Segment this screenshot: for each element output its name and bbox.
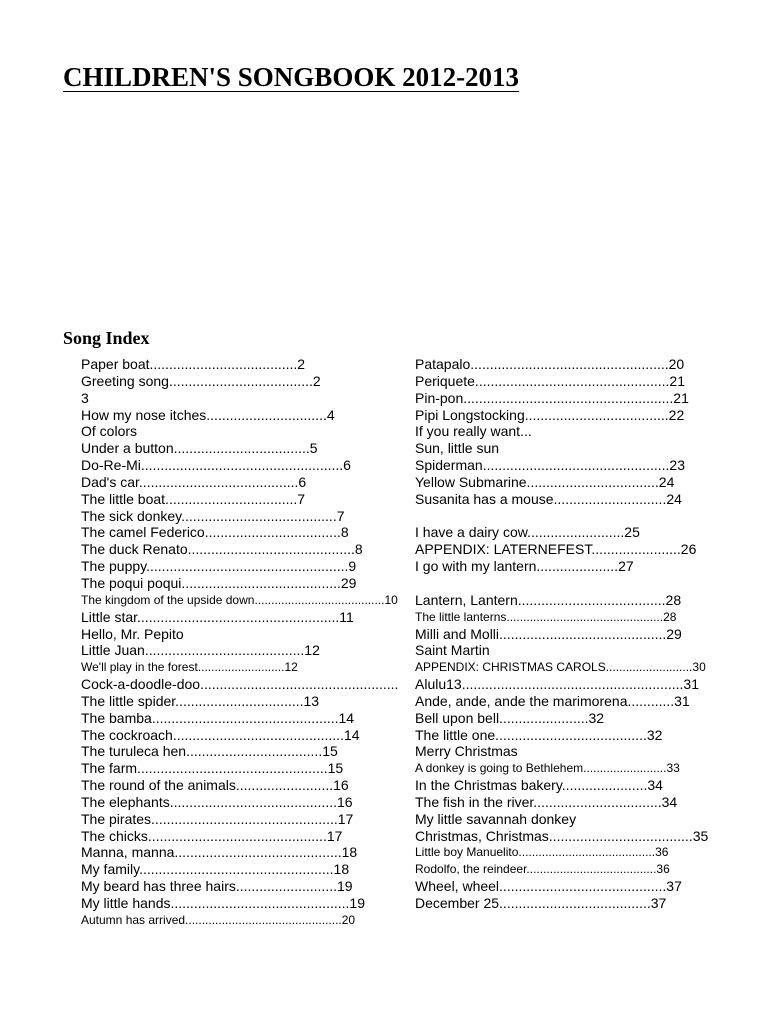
index-entry: My family..................................................18 xyxy=(81,861,350,878)
index-entry: Alulu13.........................................................31 xyxy=(415,676,699,693)
index-entry: APPENDIX: CHRISTMAS CAROLS..........................30 xyxy=(415,660,706,675)
index-entry: Pipi Longstocking.....................................22 xyxy=(415,406,685,423)
index-entry: Sun, little sun xyxy=(415,440,500,457)
index-entry: Under a button...................................5 xyxy=(81,440,318,457)
index-right-column xyxy=(415,356,735,912)
index-entry: I go with my lantern.....................27 xyxy=(415,558,634,575)
index-entry: My beard has three hairs..........................19 xyxy=(81,878,353,895)
index-entry: Susanita has a mouse.............................24 xyxy=(415,490,682,507)
index-entry: The little lanterns...............................................28 xyxy=(415,609,677,624)
index-entry: Autumn has arrived...............................................20 xyxy=(81,912,356,927)
index-entry: The chicks..............................................17 xyxy=(81,827,343,844)
index-entry: Lantern, Lantern......................................28 xyxy=(415,591,682,608)
index-entry: The turuleca hen...................................15 xyxy=(81,743,338,760)
index-entry: Saint Martin xyxy=(415,642,490,659)
index-left-column xyxy=(81,356,411,929)
index-entry: The puppy....................................................9 xyxy=(81,558,357,575)
index-entry: Periquete..................................................21 xyxy=(415,372,685,389)
index-entry: Wheel, wheel...........................................37 xyxy=(415,878,682,895)
index-entry: The bamba................................................14 xyxy=(81,709,355,726)
index-entry: The sick donkey........................................7 xyxy=(81,507,345,524)
index-entry: Christmas, Christmas.....................................35 xyxy=(415,827,709,844)
index-entry: Greeting song.....................................2 xyxy=(81,372,321,389)
index-entry: The camel Federico...................................8 xyxy=(81,524,349,541)
index-entry: Hello, Mr. Pepito xyxy=(81,625,184,642)
index-entry: My little savannah donkey xyxy=(415,810,577,827)
index-entry: Merry Christmas xyxy=(415,743,518,760)
index-entry: The farm.................................................15 xyxy=(81,760,344,777)
index-entry: How my nose itches...............................4 xyxy=(81,406,335,423)
index-entry: 3 xyxy=(81,389,89,406)
index-entry: The duck Renato...........................................8 xyxy=(81,541,363,558)
index-entry: The fish in the river.................................34 xyxy=(415,793,678,810)
index-entry: The elephants...........................................16 xyxy=(81,793,353,810)
index-entry: The kingdom of the upside down.......................................10 xyxy=(81,592,398,607)
index-entry: The cockroach............................................14 xyxy=(81,726,360,743)
section-title: Song Index xyxy=(63,328,150,348)
index-entry: The little spider.................................13 xyxy=(81,692,320,709)
index-entry xyxy=(415,508,735,525)
index-entry: Milli and Molli...........................................29 xyxy=(415,625,682,642)
index-entry: A donkey is going to Bethlehem.........................33 xyxy=(415,761,680,776)
index-entry xyxy=(415,575,735,592)
index-entry: We'll play in the forest..........................12 xyxy=(81,660,298,675)
index-entry: Little Juan.........................................12 xyxy=(81,642,320,659)
index-entry: Cock-a-doodle-doo................................................... xyxy=(81,676,399,693)
index-entry: Manna, manna...........................................18 xyxy=(81,844,358,861)
index-entry: Rodolfo, the reindeer.......................................36 xyxy=(415,862,670,877)
index-entry: Yellow Submarine..................................24 xyxy=(415,473,675,490)
index-entry: Bell upon bell.......................32 xyxy=(415,709,605,726)
index-entry: The poqui poqui.........................................29 xyxy=(81,574,357,591)
index-entry: Paper boat......................................2 xyxy=(81,356,306,372)
index-entry: December 25.......................................37 xyxy=(415,895,667,911)
index-entry: In the Christmas bakery......................34 xyxy=(415,777,663,794)
index-entry: Dad's car.........................................6 xyxy=(81,473,307,490)
document-title: CHILDREN'S SONGBOOK 2012-2013 xyxy=(63,62,520,92)
index-entry: Spiderman................................................23 xyxy=(415,457,685,474)
index-entry: My little hands..............................................19 xyxy=(81,895,365,911)
index-entry: The little one.......................................32 xyxy=(415,726,663,743)
index-entry: I have a dairy cow.........................25 xyxy=(415,524,640,541)
index-entry: Patapalo...................................................20 xyxy=(415,356,685,372)
index-entry: The pirates................................................17 xyxy=(81,810,354,827)
index-entry: Little star....................................................11 xyxy=(81,608,354,625)
index-entry: Do-Re-Mi....................................................6 xyxy=(81,457,351,474)
index-entry: APPENDIX: LATERNEFEST.......................26 xyxy=(415,541,697,558)
index-entry: Of colors xyxy=(81,423,138,440)
index-entry: The round of the animals.........................16 xyxy=(81,777,349,794)
index-entry: Pin-pon......................................................21 xyxy=(415,389,689,406)
index-entry: The little boat..................................7 xyxy=(81,490,306,507)
index-entry: Little boy Manuelito.........................................36 xyxy=(415,845,669,860)
index-entry: Ande, ande, ande the marimorena............31 xyxy=(415,692,690,709)
index-entry: If you really want... xyxy=(415,423,532,440)
